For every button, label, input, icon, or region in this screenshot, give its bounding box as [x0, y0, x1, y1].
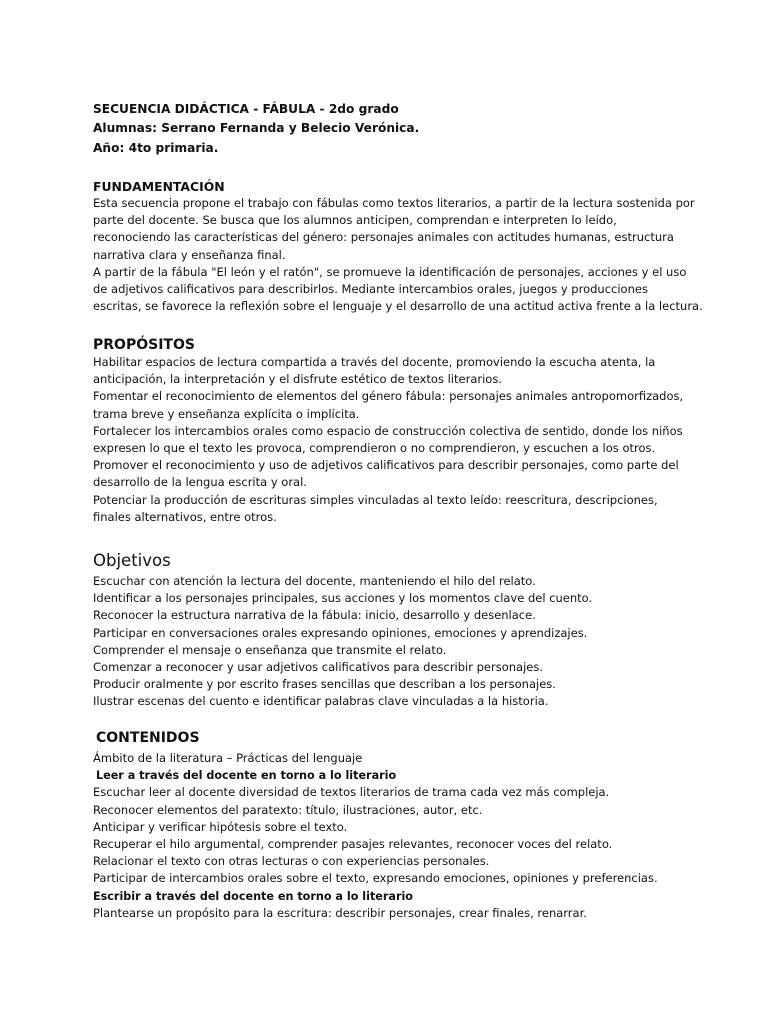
text-line: Escuchar leer al docente diversidad de textos literarios de trama cada vez más compleja.: [93, 785, 610, 800]
section-fundamentacion: [93, 179, 703, 315]
section-propositos: [93, 336, 683, 526]
fundamentacion-body: [93, 195, 703, 315]
text-line: Esta secuencia propone el trabajo con fábulas como textos literarios, a partir de la lectura sostenida por: [93, 196, 695, 210]
text-line: Ilustrar escenas del cuento e identificar palabras clave vinculadas a la historia.: [93, 694, 549, 709]
text-line: finales alternativos, entre otros.: [93, 509, 277, 524]
text-line: Reconocer elementos del paratexto: título, ilustraciones, autor, etc.: [93, 802, 483, 817]
text-line: Relacionar el texto con otras lecturas o con experiencias personales.: [93, 854, 490, 869]
text-line: escritas, se favorece la reflexión sobre el lenguaje y el desarrollo de una actitud activa frente a la lectura.: [93, 299, 703, 314]
objetivos-heading: Objetivos: [93, 551, 171, 570]
text-line: parte del docente. Se busca que los alumnos anticipen, comprendan e interpreten lo leído,: [93, 213, 617, 228]
fundamentacion-heading: FUNDAMENTACIÓN: [93, 179, 225, 194]
contenidos-subheading-leer: Leer a través del docente en torno a lo literario: [96, 769, 397, 783]
text-line: Producir oralmente y por escrito frases sencillas que describan a los personajes.: [93, 677, 556, 692]
text-line: reconociendo las características del género: personajes animales con actitudes humanas, estructura: [93, 230, 674, 245]
propositos-body: [93, 354, 683, 526]
document-header: [93, 100, 683, 158]
text-line: Promover el reconocimiento y uso de adjetivos calificativos para describir personajes, como parte del: [93, 458, 679, 473]
text-line: Participar de intercambios orales sobre el texto, expresando emociones, opiniones y preferencias.: [93, 871, 658, 886]
year-line: Año: 4to primaria.: [93, 140, 219, 155]
text-line: trama breve y enseñanza explícita o implícita.: [93, 406, 360, 421]
section-contenidos: [93, 729, 683, 922]
text-line: Potenciar la producción de escrituras simples vinculadas al texto leído: reescritura, descripciones,: [93, 492, 658, 507]
text-line: Participar en conversaciones orales expresando opiniones, emociones y aprendizajes.: [93, 625, 588, 640]
text-line: Reconocer la estructura narrativa de la fábula: inicio, desarrollo y desenlace.: [93, 608, 536, 623]
text-line: Escuchar con atención la lectura del docente, manteniendo el hilo del relato.: [93, 574, 536, 588]
text-line: de adjetivos calificativos para describirlos. Mediante intercambios orales, juegos y producciones: [93, 282, 648, 297]
text-line: desarrollo de la lengua escrita y oral.: [93, 475, 307, 490]
text-line: Identificar a los personajes principales, sus acciones y los momentos clave del cuento.: [93, 591, 593, 606]
text-line: anticipación, la interpretación y el disfrute estético de textos literarios.: [93, 372, 502, 387]
text-line: Fomentar el reconocimiento de elementos del género fábula: personajes animales antropomorfizados,: [93, 389, 684, 404]
section-objetivos: [93, 551, 683, 711]
text-line: Fortalecer los intercambios orales como espacio de construcción colectiva de sentido, donde los niños: [93, 423, 683, 438]
text-line: expresen lo que el texto les provoca, comprendieron o no comprendieron, y escuchen a los otros.: [93, 441, 656, 456]
text-line: Comenzar a reconocer y usar adjetivos calificativos para describir personajes.: [93, 660, 544, 675]
text-line: Comprender el mensaje o enseñanza que transmite el relato.: [93, 642, 447, 657]
contenidos-escribir-body: [93, 905, 683, 922]
text-line: Anticipar y verificar hipótesis sobre el texto.: [93, 819, 348, 834]
propositos-heading: PROPÓSITOS: [93, 337, 195, 353]
document-title: SECUENCIA DIDÁCTICA - FÁBULA - 2do grado: [93, 102, 399, 116]
contenidos-leer-body: [93, 784, 683, 887]
students-line: Alumnas: Serrano Fernanda y Belecio Verónica.: [93, 121, 420, 136]
objetivos-body: [93, 573, 683, 711]
contenidos-ambito: Ámbito de la literatura – Prácticas del lenguaje: [93, 751, 363, 765]
text-line: Recuperar el hilo argumental, comprender pasajes relevantes, reconocer voces del relato.: [93, 837, 613, 852]
text-line: Plantearse un propósito para la escritura: describir personajes, crear finales, renarrar.: [93, 905, 587, 920]
contenidos-subheading-escribir: Escribir a través del docente en torno a lo literario: [93, 889, 413, 903]
text-line: narrativa clara y enseñanza final.: [93, 247, 286, 262]
text-line: A partir de la fábula "El león y el ratón", se promueve la identificación de personajes, acciones y el uso: [93, 264, 687, 279]
text-line: Habilitar espacios de lectura compartida a través del docente, promoviendo la escucha atenta, la: [93, 355, 656, 369]
contenidos-heading: CONTENIDOS: [96, 730, 200, 746]
